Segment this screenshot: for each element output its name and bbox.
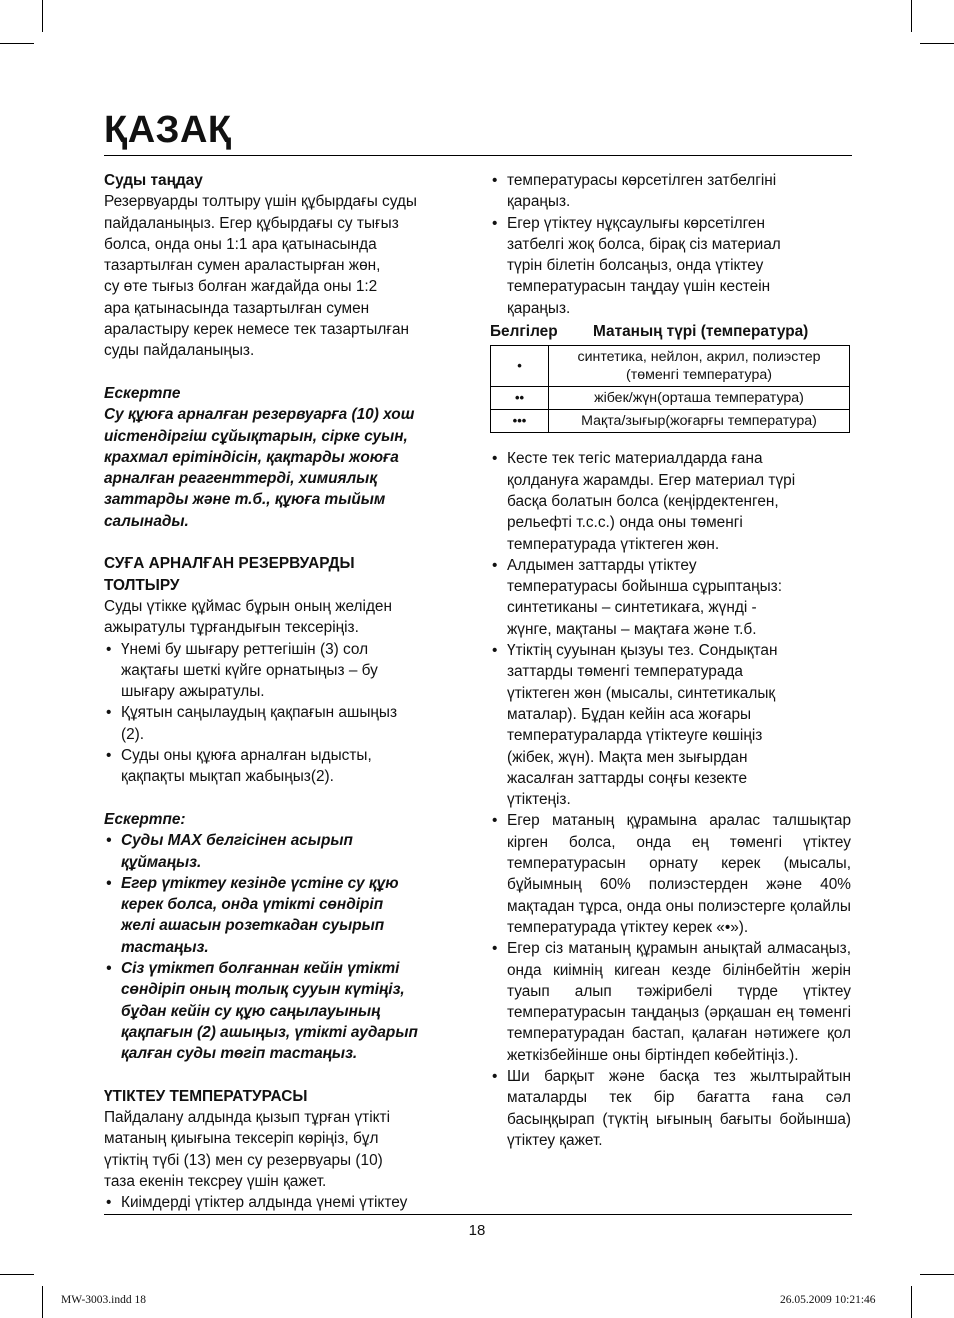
text-line: заттарды және т.б., құюға тыйым <box>104 491 386 509</box>
text-line: тазартылған сумен араластырған жөн, <box>104 257 381 275</box>
text-line: арналған реагенттерді, химиялық <box>104 470 378 488</box>
note-title: Ескертпе <box>104 384 181 402</box>
text-line: араластыру керек немесе тек тазартылған <box>104 321 410 339</box>
text-line: • Құятын саңылаудың қақпағын ашыңыз <box>121 704 398 722</box>
text-line: • Үнемі бу шығару реттегішін (3) сол <box>121 640 369 658</box>
text-line: қақпақты мықтап жабыңыз(2). <box>121 768 334 786</box>
list-item <box>104 873 466 958</box>
column-header-fabric: Матаның түрі (температура) <box>593 323 809 341</box>
list-item: • Егер сіз матаның құрамын анықтай алмасаңыз, онда киімнің кигеан кезде білінбейтін жерін туаып алып тәжірибелі түрде үтіктеу температурасын таңдаңыз (әрқашан ең төменгі температурадан бастап, қалаған нәтижеге қол жеткізбейінше оны біртіндеп көбейтіңіз.). <box>490 938 851 1066</box>
text-line: жақтағы шеткі күйге орнатыңыз – бу <box>121 661 378 679</box>
date-slug: 26.05.2009 10:21:46 <box>780 1294 876 1306</box>
crop-mark <box>911 1286 912 1318</box>
text-line: қақпағын (2) ашыңыз, үтікті аударып <box>121 1023 418 1041</box>
list-item <box>490 448 851 554</box>
text-line: таза екенін тексреу үшін қажет. <box>104 1172 327 1190</box>
dots-cell: ••• <box>491 410 549 433</box>
text-line: температурада үтіктеген жөн. <box>507 535 720 553</box>
crop-mark <box>42 0 43 32</box>
text-line: басқа болатын болса (кеңірдектенген, <box>507 492 779 510</box>
text-line: қолдануға жарамды. Егер материал түрі <box>507 471 796 489</box>
text-line: құймаңыз. <box>121 853 202 871</box>
text-line: температурасын таңдау үшін кестеін <box>507 278 771 296</box>
text-line: үтіктеген жөн (мысалы, синтетикалық <box>507 684 776 702</box>
text-line: керек болса, онда үтікті сөндіріп <box>121 896 384 914</box>
list-item <box>104 639 466 703</box>
list-item-continued <box>490 170 851 213</box>
header-rule <box>104 155 852 156</box>
text-line: заттарды төменгі температурада <box>507 663 743 681</box>
list-item <box>104 702 466 745</box>
list-item: • Киімдерді үтіктер алдында үнемі үтіктеу <box>104 1192 466 1213</box>
crop-mark <box>920 1274 954 1275</box>
fabric-cell <box>549 387 850 410</box>
text-line: тастаңыз. <box>121 938 209 956</box>
text-line: су өте тығыз болған жағдайда оны 1:2 <box>104 278 378 296</box>
text-line: Резервуарды толтыру үшін құбырдағы суды <box>104 193 417 211</box>
dots-cell: • <box>491 346 549 387</box>
water-paragraph <box>104 191 466 361</box>
list-item: • Ши барқыт және басқа тез жылтырайтын маталарды тек бір бағатта ғана сәл басыңқырап (түктің ығының бағыты бойынша) үтіктеу қажет. <box>490 1066 851 1151</box>
list-item <box>104 958 466 1064</box>
text-line: рельефті т.с.с.) онда оны төменгі <box>507 514 743 532</box>
footer-rule <box>104 1214 852 1215</box>
text-line: • Суды MAX белгісінен асырып <box>121 832 353 850</box>
page-number: 18 <box>468 1222 486 1239</box>
crop-mark <box>920 43 954 44</box>
temperature-section-title: ҮТІКТЕУ ТЕМПЕРАТУРАСЫ <box>104 1087 308 1105</box>
crop-mark <box>0 43 34 44</box>
text-line: матаның қиығына тексеріп көріңіз, бұл <box>104 1130 379 1148</box>
text-line: (жібек, жүн). Мақта мен зығырдан <box>507 748 748 766</box>
text-line: • Үтіктің сууынан қызуы тез. Сондықтан <box>507 642 778 660</box>
temperature-bullet-list <box>104 1192 466 1213</box>
note-bullet-list <box>104 830 466 1064</box>
text-line: • температурасы көрсетілген затбелгіні <box>507 172 777 189</box>
text-line: (төменгі температура) <box>626 367 772 384</box>
text-line: жүнге, мақтаны – мақтаға және т.б. <box>507 620 757 638</box>
text-line: желі ашасын розеткадан суырып <box>121 917 385 935</box>
text-line: Пайдалану алдында қызып тұрған үтікті <box>104 1109 390 1127</box>
text-line: ТОЛТЫРУ <box>104 576 180 594</box>
text-line: бұдан кейін су құю саңылауының <box>121 1002 381 1020</box>
text-line: үтіктің түбі (13) мен су резервуары (10) <box>104 1151 383 1169</box>
right-column <box>490 170 851 1151</box>
text-line: затбелгі жоқ болса, бірақ сіз материал <box>507 235 781 253</box>
list-item <box>490 555 851 640</box>
crop-mark <box>911 0 912 32</box>
fill-intro <box>104 596 466 639</box>
text-line: қараңыз. <box>507 193 571 211</box>
text-line: пайдаланыңыз. Егер құбырдағы су тығыз <box>104 214 399 232</box>
left-column <box>104 170 466 1214</box>
text-line: түрін білетін болсаңыз, онда үтіктеу <box>507 257 764 275</box>
list-item <box>490 640 851 810</box>
text-line: үтіктеңіз. <box>507 791 571 809</box>
file-slug: MW-3003.indd 18 <box>61 1294 146 1306</box>
text-line: синтетиканы – синтетикаға, жүнді - <box>507 599 757 617</box>
temperature-table <box>490 345 850 433</box>
text-line: Су құюға арналған резервуарға (10) хош <box>104 406 415 424</box>
list-item: • Егер матаның құрамына аралас талшықтар кірген болса, онда ең төменгі үтіктеу температурасын орнату керек (мысалы, бұйымның 60% полиэстерден және 40% мақтадан тұрса, онда оны полиэстерге қолайлы температурада үтіктеу керек «•»). <box>490 810 851 938</box>
note-title: Ескертпе: <box>104 810 186 828</box>
table-header <box>490 321 851 342</box>
text-line: СУҒА АРНАЛҒАН РЕЗЕРВУАРДЫ <box>104 555 355 573</box>
text-line: болса, онда оны 1:1 ара қатынасында <box>104 235 377 253</box>
dots-cell: •• <box>491 387 549 410</box>
text-line: • Сіз үтіктеп болғаннан кейін үтікті <box>121 959 400 977</box>
text-line: • Егер үтіктеу нұқсаулығы көрсетілген <box>507 214 765 232</box>
continued-bullet <box>490 170 851 213</box>
text-line: температураларда үтіктеуге көшіңіз <box>507 727 763 745</box>
note-paragraph <box>104 404 466 532</box>
fill-bullet-list <box>104 639 466 788</box>
text-line: Мақта/зығыр(жоғарғы температура) <box>581 413 817 430</box>
list-item <box>104 830 466 873</box>
text-line: ара қатынасында тазартылған сумен <box>104 299 370 317</box>
label-bullet-list <box>490 213 851 319</box>
text-line: жібек/жүн(орташа температура) <box>594 390 804 407</box>
text-line: • Кесте тек тегіс материалдарда ғана <box>507 450 763 468</box>
column-header-signs: Белгілер <box>490 323 558 341</box>
crop-mark <box>0 1274 34 1275</box>
fill-section-title <box>104 553 466 596</box>
text-line: салынады. <box>104 512 189 530</box>
text-line: қараңыз. <box>507 299 571 317</box>
list-item <box>104 745 466 788</box>
text-line: Суды үтікке құймас бұрын оның желіден <box>104 597 392 615</box>
text-line: жасалған заттарды соңғы кезекте <box>507 769 748 787</box>
text-line: иістендіргіш сұйықтарын, сірке суын, <box>104 427 408 445</box>
text-line: шығару ажыратулы. <box>121 683 265 701</box>
water-section-title: Суды таңдау <box>104 172 203 189</box>
text-line: синтетика, нейлон, акрил, полиэстер <box>577 349 821 366</box>
text-line: қалған суды төгіп тастаңыз. <box>121 1045 358 1063</box>
text-line: крахмал ерітіндісін, қақтарды жоюға <box>104 448 399 466</box>
crop-mark <box>42 1286 43 1318</box>
text-line: • Алдымен заттарды үтіктеу <box>507 556 697 574</box>
table-row <box>491 410 850 433</box>
text-line: маталар). Бұдан кейін аса жоғары <box>507 705 752 723</box>
text-line: сөндіріп оның толық сууын күтіңіз, <box>121 981 405 999</box>
list-item <box>490 213 851 319</box>
temperature-paragraph <box>104 1107 466 1192</box>
text-line: суды пайдаланыңыз. <box>104 342 255 360</box>
fabric-cell <box>549 346 850 387</box>
page-title: ҚАЗАҚ <box>104 109 232 151</box>
text-line: • Егер үтіктеу кезінде үстіне су құю <box>121 874 399 892</box>
table-row <box>491 387 850 410</box>
ironing-tips-list <box>490 448 851 1151</box>
text-line: • Суды оны құюға арналған ыдысты, <box>121 747 372 765</box>
fabric-cell <box>549 410 850 433</box>
text-line: температурасы бойынша сұрыптаңыз: <box>507 578 782 596</box>
text-line: (2). <box>121 725 145 743</box>
table-row <box>491 346 850 387</box>
text-line: ажыратулы тұрғандығын тексеріңіз. <box>104 619 359 637</box>
